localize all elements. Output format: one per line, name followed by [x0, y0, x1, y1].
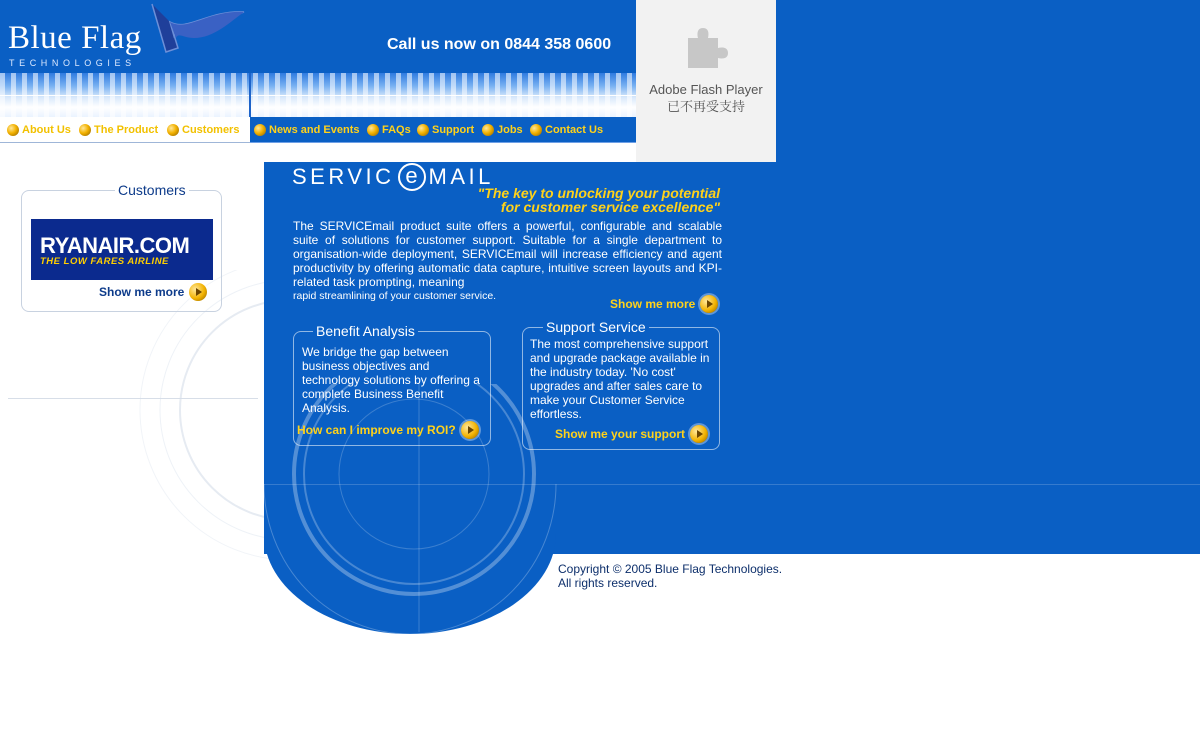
- bullet-icon: [417, 124, 429, 136]
- ryanair-logo-tagline: THE LOW FARES AIRLINE: [40, 256, 169, 267]
- content-rule: [264, 484, 1200, 485]
- bullet-icon: [530, 124, 542, 136]
- customers-show-more-link[interactable]: [99, 283, 207, 301]
- service-show-more-link[interactable]: [610, 295, 718, 313]
- nav-label: News and Events: [269, 124, 360, 136]
- link-label: Show me more: [99, 285, 185, 299]
- customers-title: Customers: [115, 182, 189, 198]
- puzzle-piece-icon: [684, 24, 730, 70]
- logo-prefix: SERVIC: [292, 164, 395, 189]
- copyright: [558, 562, 782, 590]
- flag-icon: [148, 2, 248, 60]
- left-rule: [8, 398, 258, 399]
- nav-bar-rule: [250, 142, 636, 143]
- play-arrow-icon: [461, 421, 479, 439]
- bullet-icon: [79, 124, 91, 136]
- ryanair-logo-text: RYANAIR.COM: [40, 233, 190, 258]
- copyright-line-1: Copyright © 2005 Blue Flag Technologies.: [558, 562, 783, 576]
- bullet-icon: [482, 124, 494, 136]
- bullet-icon: [167, 124, 179, 136]
- bullet-icon: [7, 124, 19, 136]
- intro-paragraph: The SERVICEmail product suite offers a powerful, configurable and scalable suite of solutions for customer support. Suitable for a single department to organisation-wide deployment, SERVICEmail will increase efficiency and agent productivity by offering automatic data capture, intuitive screen layouts and KPI-related task prompting, meaning: [293, 219, 722, 289]
- improve-roi-link[interactable]: [297, 421, 479, 439]
- link-label: Show me more: [610, 297, 696, 311]
- nav-support[interactable]: [417, 123, 474, 137]
- play-arrow-icon: [700, 295, 718, 313]
- nav-contact-us[interactable]: [530, 123, 603, 137]
- nav-label: FAQs: [382, 124, 411, 136]
- play-arrow-icon: [690, 425, 708, 443]
- nav-label: Support: [432, 124, 475, 136]
- flash-message: Adobe Flash Player 已不再受支持: [649, 82, 763, 114]
- tagline-line-2: for customer service excellence": [500, 199, 720, 215]
- benefit-body: We bridge the gap between business objectives and technology solutions by offering a complete Business Benefit Analysis.: [302, 345, 480, 415]
- intro-tail: rapid streamlining of your customer service.: [293, 290, 497, 302]
- nav-news-and-events[interactable]: [254, 123, 359, 137]
- tagline: [470, 186, 720, 214]
- strip-divider: [249, 73, 251, 117]
- nav-label: Jobs: [497, 124, 523, 136]
- bullet-icon: [254, 124, 266, 136]
- phone-number: Call us now on 0844 358 0600: [387, 36, 612, 53]
- nav-label: Contact Us: [545, 124, 604, 136]
- support-title: Support Service: [543, 319, 649, 335]
- nav-jobs[interactable]: [482, 123, 523, 137]
- nav-the-product[interactable]: [79, 123, 158, 137]
- logo-suffix: MAIL: [428, 164, 494, 189]
- link-label: Show me your support: [555, 427, 686, 441]
- nav-label: About Us: [22, 124, 71, 136]
- link-label: How can I improve my ROI?: [297, 423, 456, 437]
- copyright-line-2: All rights reserved.: [558, 576, 658, 590]
- nav-faqs[interactable]: [367, 123, 411, 137]
- nav-customers[interactable]: [167, 123, 239, 137]
- tagline-line-1: "The key to unlocking your potential: [477, 185, 720, 201]
- support-body: The most comprehensive support and upgrade package available in the industry today. 'No cost' upgrades and after sales care to make your Customer Service effortless.: [530, 337, 710, 421]
- bullet-icon: [367, 124, 379, 136]
- show-support-link[interactable]: [555, 425, 708, 443]
- nav-label: The Product: [94, 124, 159, 136]
- logo-title[interactable]: Blue Flag: [8, 20, 142, 56]
- nav-about-us[interactable]: [7, 123, 71, 137]
- logo-e: e: [398, 163, 426, 191]
- strip-line: [0, 95, 636, 96]
- play-arrow-icon: [189, 283, 207, 301]
- nav-label: Customers: [182, 124, 240, 136]
- benefit-title: Benefit Analysis: [313, 323, 418, 339]
- servicemail-logo: [292, 163, 494, 191]
- logo-subtitle: TECHNOLOGIES: [9, 58, 136, 68]
- header-band-right: [776, 0, 1200, 162]
